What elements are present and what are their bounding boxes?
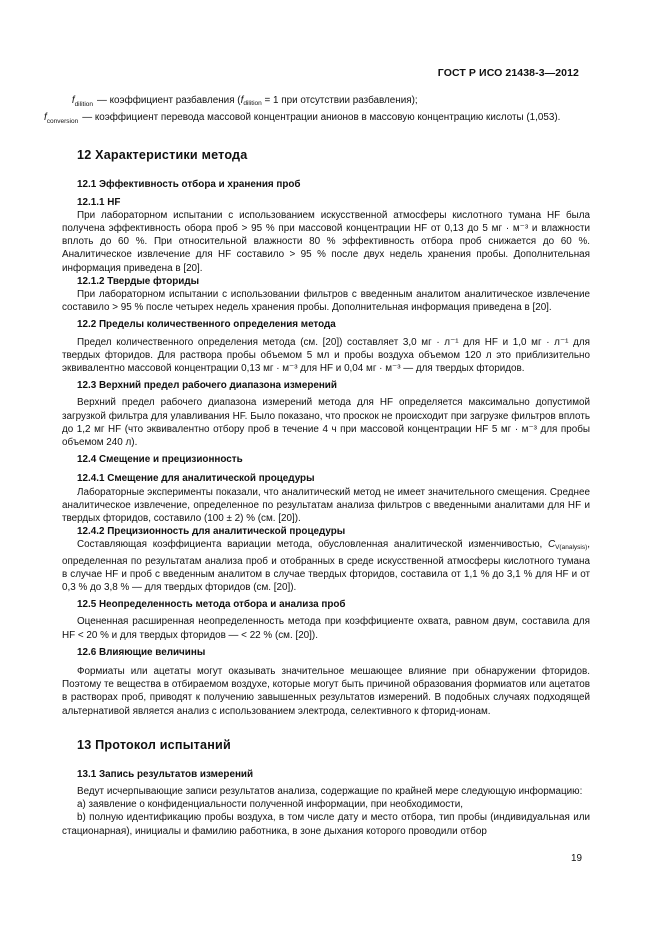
section-12-5-heading: 12.5 Неопределенность метода отбора и анализа проб [77, 599, 346, 611]
section-13-1-text: Ведут исчерпывающие записи результатов анализа, содержащие по крайней мере следующую информацию: [77, 786, 583, 798]
section-12-1-2-heading: 12.1.2 Твердые фториды [77, 275, 200, 287]
section-12-3-heading: 12.3 Верхний предел рабочего диапазона измерений [77, 380, 337, 392]
section-12-2-text: Предел количественного определения метода (см. [20]) составляет 3,0 мг · л⁻¹ для HF и 1,0 мг · л⁻¹ для твердых фторидов. Для раствора пробы объемом 5 мл и пробы воздуха объемом 120 л это приблизительно эквивалентно массовой концентрации 0,13 мг · м⁻³ для HF и 0,04 мг · м⁻³ — для твердых фторидов. [62, 336, 590, 374]
section-12-4-1-text: Лабораторные эксперименты показали, что аналитический метод не имеет значительного смещения. Среднее аналитическое извлечение, определенное по результатам анализа фильтров с введенными аналитами для HF и твердых фторидов, составило (100 ± 2) % (см. [20]). [62, 486, 590, 525]
list-item: b) полную идентификацию пробы воздуха, в том числе дату и место отбора, тип пробы (индивидуальная или стационарная), инициалы и фамилию работника, в зоне дыхания которого проводили отбор [62, 812, 590, 837]
definition-f-conversion [44, 111, 590, 128]
definition-text: — коэффициент разбавления ($f_{dilition} = 1$ при отсутствии разбавления); [97, 95, 418, 107]
definition-f-dilution [62, 94, 590, 111]
document-header: ГОСТ Р ИСО 21438-3—2012 [437, 67, 579, 79]
section-12-1-2-text: При лабораторном испытании с использовании фильтров с введенным аналитом аналитическое извлечение составило > 95 % после четырех недель хранения пробы. Дополнительная информация приведена в [20]. [62, 288, 590, 314]
section-12-1-heading: 12.1 Эффективность отбора и хранения проб [77, 179, 301, 191]
section-12-6-text: Формиаты или ацетаты могут оказывать значительное мешающее влияние при обнаружении фторидов. Поэтому те вещества в отбираемом воздухе, которые могут быть причиной образования формиатов или ацетатов в растворах проб, приводят к получению завышенных результатов измерений. В подобных случаях подходящей альтернативой является анализ с использованием электрода, селективного к фторид-ионам. [62, 666, 590, 717]
section-12-4-1-heading: 12.4.1 Смещение для аналитической процедуры [77, 473, 315, 485]
page-content [44, 94, 590, 838]
section-12-4-heading: 12.4 Смещение и прецизионность [77, 454, 243, 466]
section-12-6-heading: 12.6 Влияющие величины [77, 646, 206, 658]
section-12-4-2-heading: 12.4.2 Прецизионность для аналитической процедуры [77, 526, 346, 538]
section-12-heading: 12 Характеристики метода [77, 148, 248, 163]
page-number: 19 [571, 853, 582, 864]
section-12-3-text: Верхний предел рабочего диапазона измерений метода для HF определяется максимально допустимой загрузкой фильтра для улавливания HF. Было показано, что проскок не происходит при загрузке фильтров вплоть до 1,2 мг HF (что эквивалентно отбору проб в течение 4 ч при массовой концентрации HF 5 мг · м⁻³ для пробы объемом 240 л). [62, 397, 590, 448]
section-13-1-heading: 13.1 Запись результатов измерений [77, 768, 254, 780]
symbol-f-conversion: $f_{conversion}$ [44, 112, 79, 126]
section-12-1-1-heading: 12.1.1 HF [77, 196, 121, 208]
definition-text: — коэффициент перевода массовой концентрации анионов в массовую концентрацию кислоты (1,053). [82, 112, 561, 124]
list-item: а) заявление о конфиденциальности полученной информации, при необходимости, [77, 799, 463, 811]
section-12-2-heading: 12.2 Пределы количественного определения метода [77, 319, 336, 331]
section-12-4-2-text: Составляющая коэффициента вариации метода, обусловленная аналитической изменчивостью, $C_{V(analysis)}$, определенная по результатам анализа проб и отобранных в среде искусственной атмосферы кислотного тумана в случае HF и проб с введенным аналитом в случае твердых фторидов, составила от 1,1 % до 3,1 % для HF и от 0,3 % до 3,8 % — для твердых фторидов (см. [20]). [62, 539, 590, 594]
section-13-heading: 13 Протокол испытаний [77, 737, 231, 752]
section-12-1-1-text: При лабораторном испытании с использованием искусственной атмосферы кислотного тумана HF была получена эффективность обора проб > 95 % при массовой концентрации HF от 0,13 до 5 мг · м⁻³ и влажности вплоть до 60 %. При относительной влажности 80 % эффективность отбора проб снижается до 60 %. Аналитическое извлечение для HF составило > 95 % после двух недель хранения пробы. Дополнительная информация приведена в [20]. [62, 209, 590, 274]
symbol-f-dilution: $f_{dilition}$ [71, 95, 93, 108]
section-12-5-text: Оцененная расширенная неопределенность метода при коэффициенте охвата, равном двум, составила для HF < 20 % и для твердых фторидов — < 22 % (см. [20]). [62, 616, 590, 641]
